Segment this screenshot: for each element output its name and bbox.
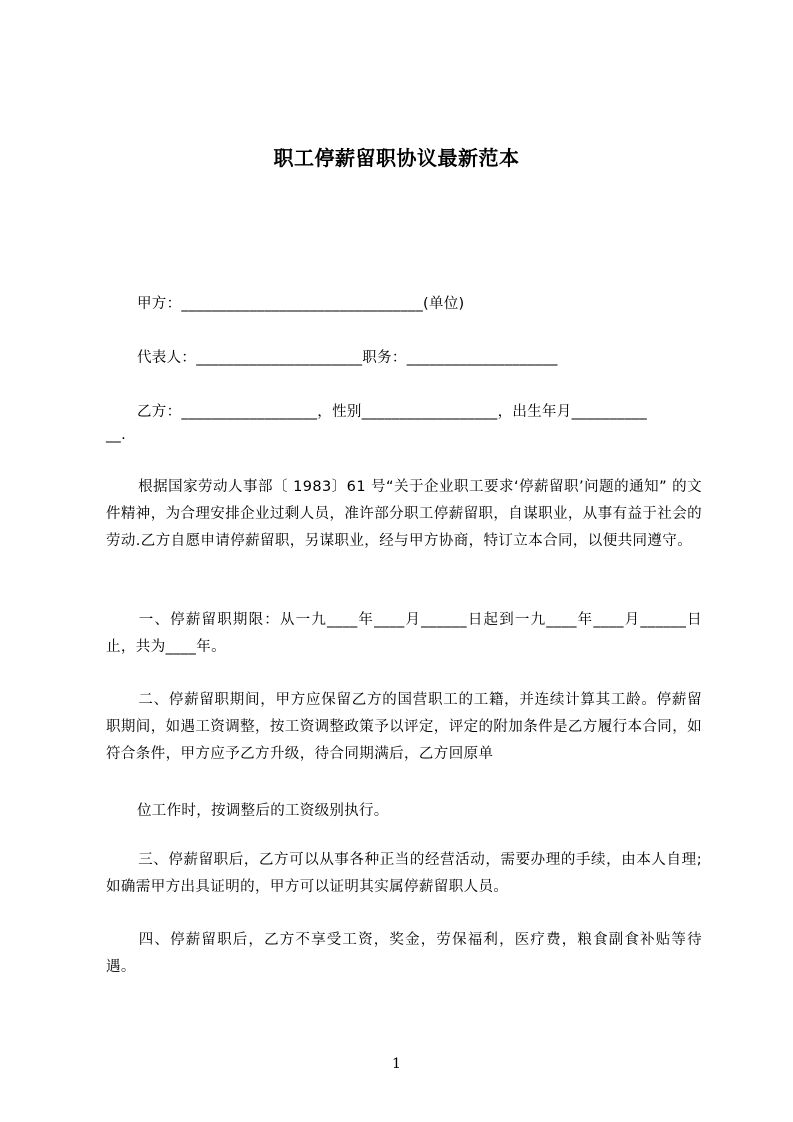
clause-4-text: 四、停薪留职后，乙方不享受工资，奖金，劳保福利，医疗费，粮食副食补贴等待遇。 [106, 932, 702, 975]
basis-paragraph-text: 根据国家劳动人事部〔 1983〕61 号“关于企业职工要求‘停薪留职’问题的通知” 的文件精神，为合理安排企业过剩人员，准许部分职工停薪留职，自谋职业，从事有益于社会的劳动.乙方自愿申请停薪留职，另谋职业，经与甲方协商，特订立本合同，以便共同遵守。 [106, 479, 702, 549]
representative-line: 代表人：______________________职务：____________________ [137, 350, 558, 366]
clause-1 [106, 607, 702, 661]
page-number: 1 [392, 1056, 401, 1072]
clause-4 [106, 927, 702, 981]
party-b-line-continued: __. [106, 427, 127, 443]
clause-2-text: 二、停薪留职期间，甲方应保留乙方的国营职工的工籍，并连续计算其工龄。停薪留职期间，如遇工资调整，按工资调整政策予以评定，评定的附加条件是乙方履行本合同，如符合条件，甲方应予乙方升级，待合同期满后，乙方回原单 [106, 692, 702, 762]
party-b-line: 乙方：__________________，性别__________________，出生年月__________ [137, 404, 648, 420]
clause-3 [106, 847, 702, 901]
clause-2-continued: 位工作时，按调整后的工资级别执行。 [137, 803, 389, 819]
clause-2 [106, 687, 702, 768]
party-a-line: 甲方：________________________________(单位) [137, 296, 465, 312]
clause-3-text: 三、停薪留职后，乙方可以从事各种正当的经营活动，需要办理的手续，由本人自理;如确需甲方出具证明的，甲方可以证明其实属停薪留职人员。 [106, 852, 702, 895]
document-title: 职工停薪留职协议最新范本 [273, 146, 520, 170]
basis-paragraph [106, 474, 702, 555]
clause-1-text: 一、停薪留职期限：从一九____年____月______日起到一九____年____月______日止，共为____年。 [106, 612, 702, 655]
